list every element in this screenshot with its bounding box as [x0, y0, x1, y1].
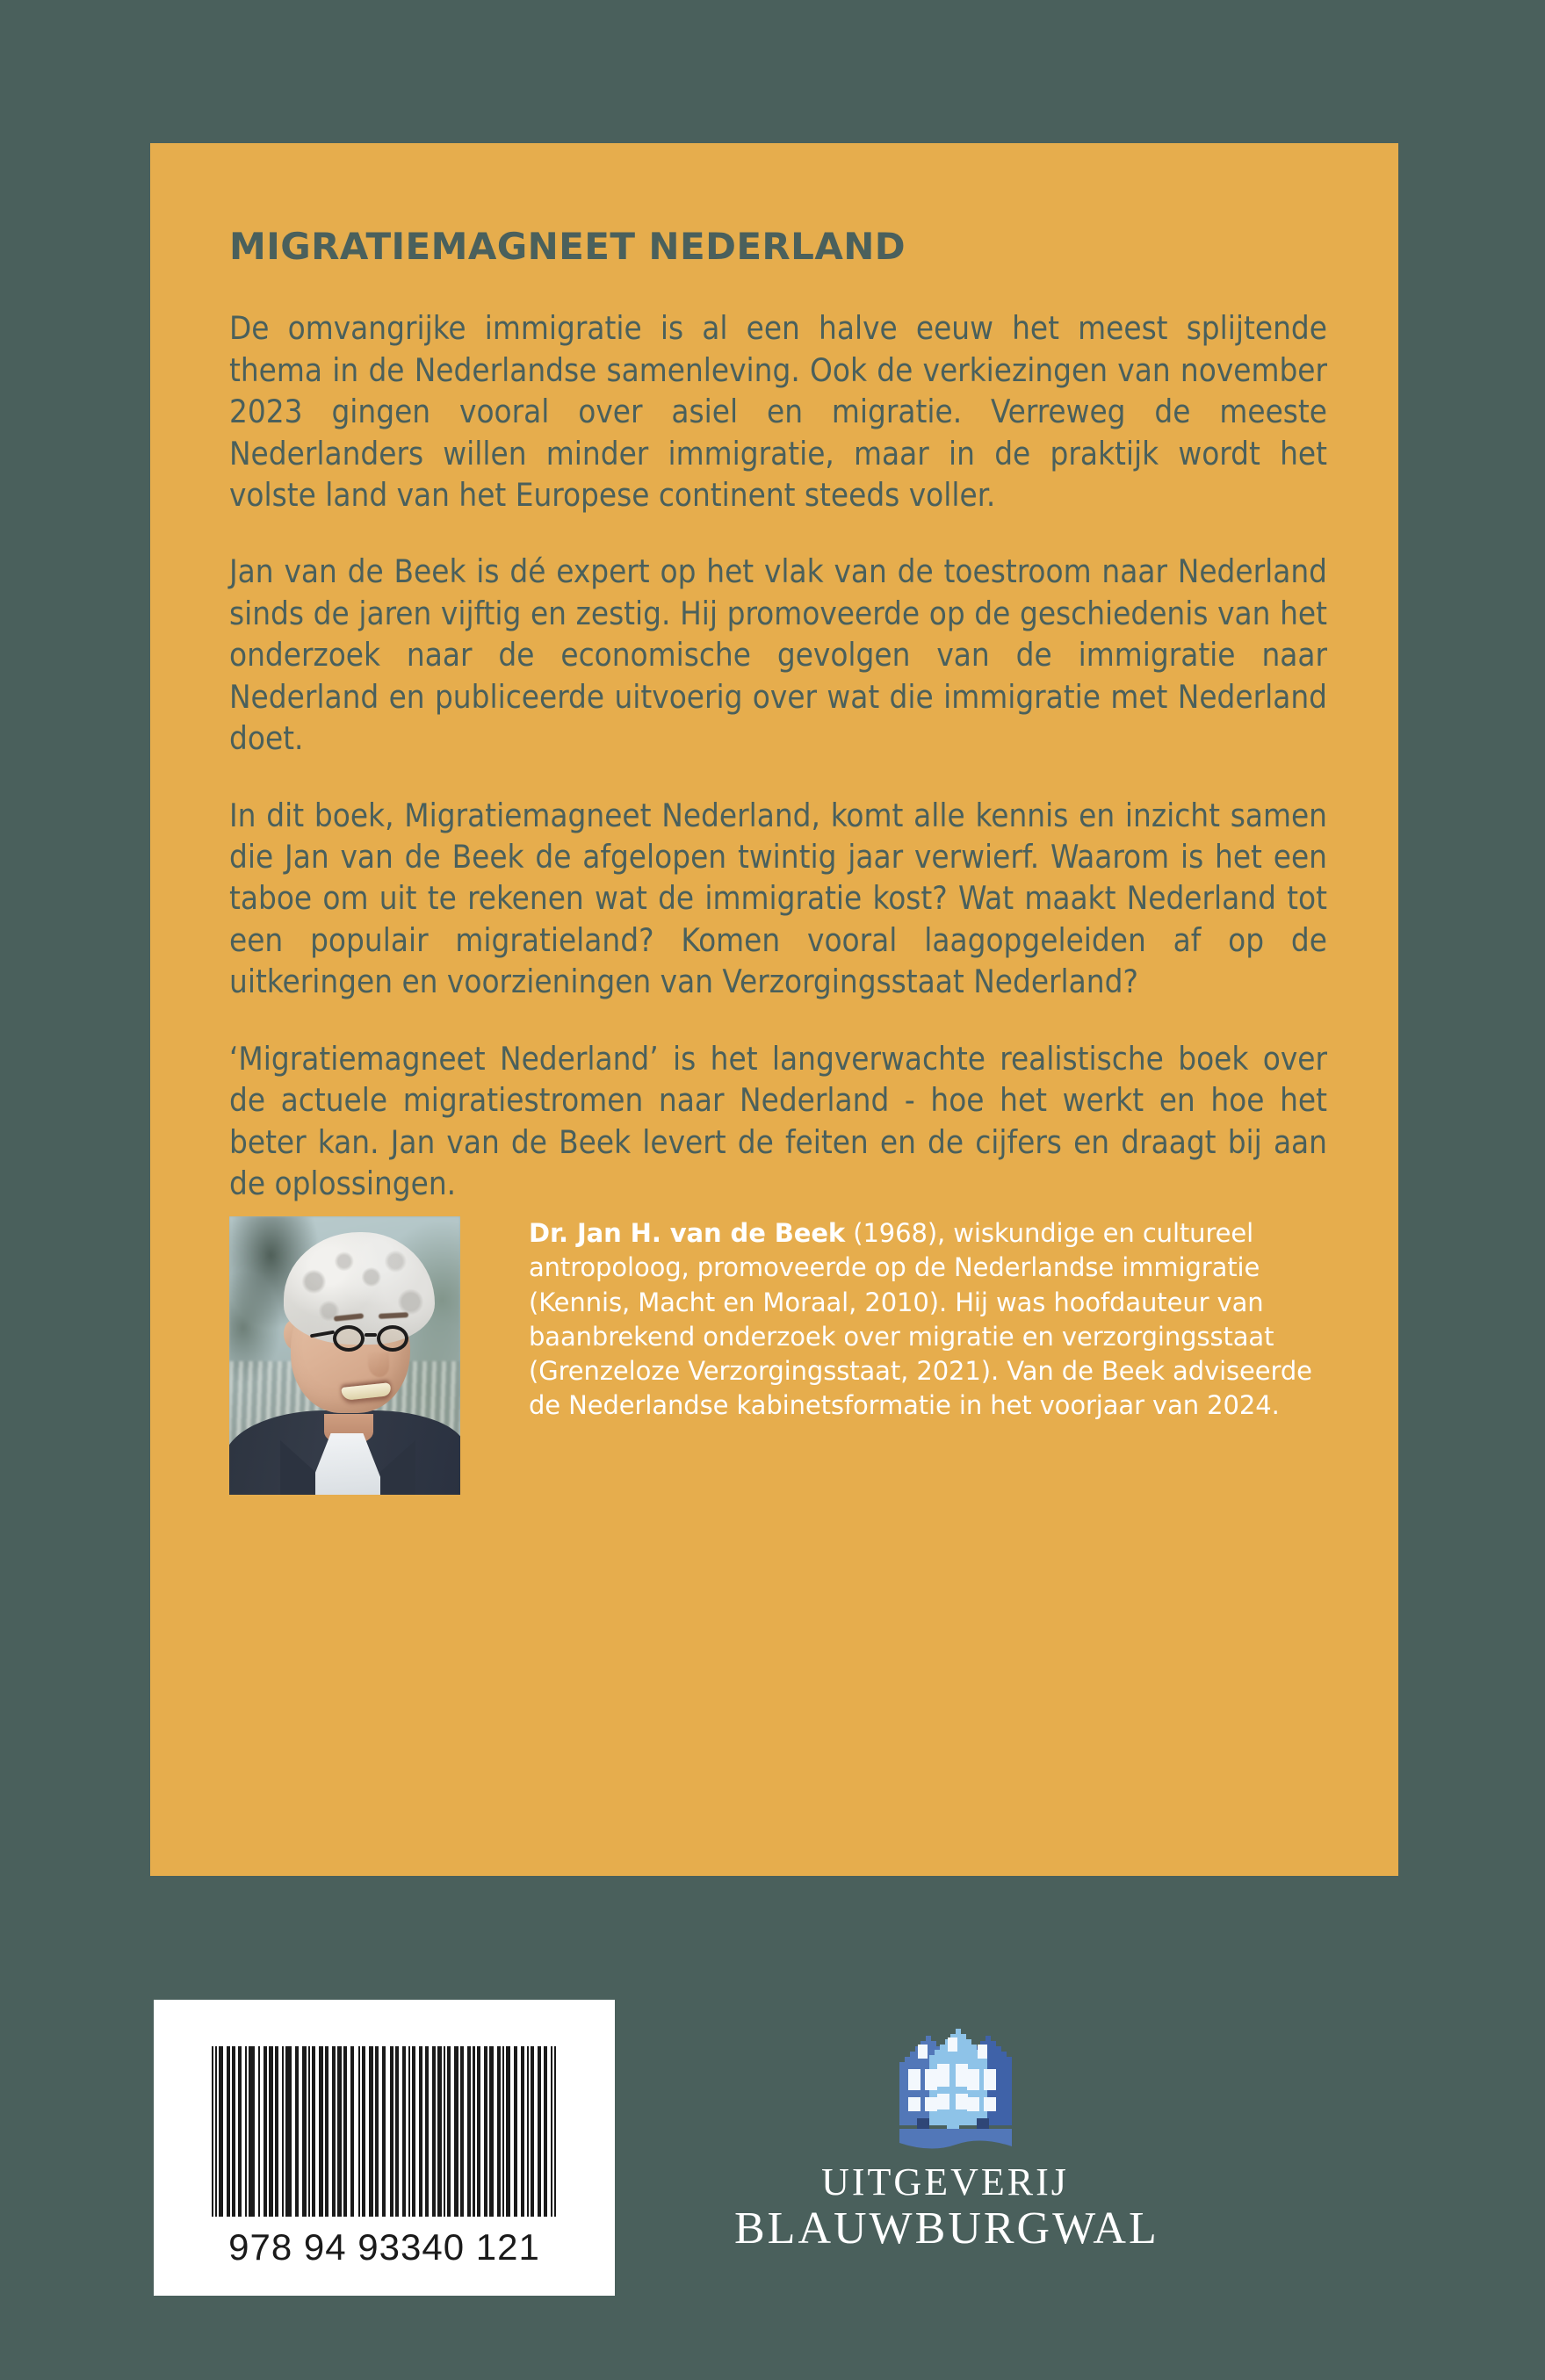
barcode-bar: [554, 2046, 556, 2217]
blurb-paragraph-1: De omvangrijke immigratie is al een halve eeuw het meest splijtende thema in de Nederlandse samenleving. Ook de verkiezingen van november 2023 gingen vooral over asiel en migratie. Verreweg de meeste Nederlanders willen minder immigratie, maar in de praktijk wordt het volste land van het Europese continent steeds voller.: [229, 309, 1327, 514]
blurb-content: [229, 227, 1327, 1205]
isbn-number: 978 94 93340 121: [228, 2226, 540, 2268]
barcode-card: [154, 2000, 615, 2296]
blurb-paragraph-4: ‘Migratiemagneet Nederland’ is het langverwachte realistische boek over de actuele migratiestromen naar Nederland - hoe het werkt en hoe het beter kan. Jan van de Beek levert de feiten en de cijfers en draagt bij aan de oplossingen.: [229, 1039, 1327, 1203]
publisher-logo-block: [734, 2020, 1159, 2255]
author-name: Dr. Jan H. van de Beek: [529, 1218, 846, 1248]
canal-houses-icon: [878, 2020, 1012, 2150]
author-bio: [529, 1216, 1327, 1424]
author-bio-text: (1968), wiskundige en cultureel antropoloog, promoveerde op de Nederlandse immigratie (Kennis, Macht en Moraal, 2010). Hij was hoofdauteur van baanbrekend onderzoek over migratie en verzorgingsstaat (Grenzeloze Verzorgingsstaat, 2021). Van de Beek adviseerde de Nederlandse kabinetsformatie in het voorjaar van 2024.: [529, 1218, 1312, 1421]
author-portrait-photo: [229, 1216, 460, 1495]
barcode-bars: [212, 2046, 557, 2217]
author-block: [229, 1216, 1327, 1495]
blurb-paragraph-2: Jan van de Beek is dé expert op het vlak van de toestroom naar Nederland sinds de jaren vijftig en zestig. Hij promoveerde op de geschiedenis van het onderzoek naar de economische gevolgen van de immigratie naar Nederland en publiceerde uitvoerig over wat die immigratie met Nederland doet.: [229, 552, 1327, 758]
blurb-paragraph-3: In dit boek, Migratiemagneet Nederland, komt alle kennis en inzicht samen die Jan van de Beek de afgelopen twintig jaar verwierf. Waarom is het een taboe om uit te rekenen wat de immigratie kost? Wat maakt Nederland tot een populair migratieland? Komen vooral laagopgeleiden af op de uitkeringen en voorzieningen van Verzorgingsstaat Nederland?: [229, 796, 1327, 1001]
page-title: MIGRATIEMAGNEET NEDERLAND: [229, 225, 906, 268]
publisher-word-blauwburgwal: BLAUWBURGWAL: [734, 2203, 1159, 2254]
blurb-panel: [150, 143, 1398, 1876]
publisher-word-uitgeverij: UITGEVERIJ: [821, 2160, 1069, 2203]
eyeglasses-icon: [333, 1323, 419, 1353]
